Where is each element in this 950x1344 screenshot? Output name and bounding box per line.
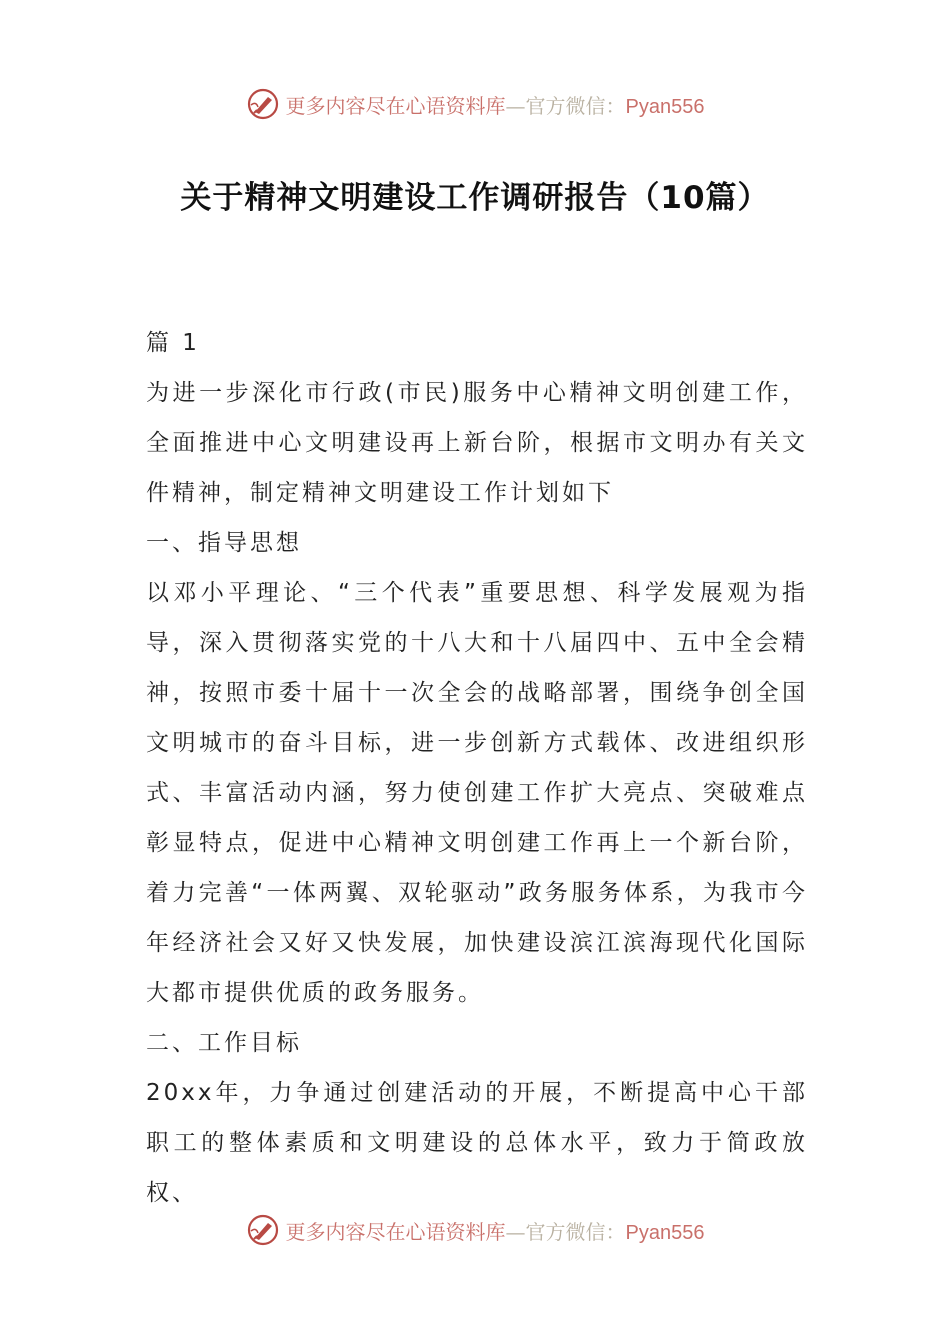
pen-nib-logo-icon (246, 1213, 280, 1247)
banner-prefix: 更多内容尽在心语资料库 (285, 1219, 506, 1244)
banner-dash: — (505, 93, 526, 118)
section-heading: 二、工作目标 (146, 1030, 302, 1056)
paragraph: 为进一步深化市行政(市民)服务中心精神文明创建工作，全面推进中心文明建设再上新台阶，根据市文明办有关文件精神，制定精神文明建设工作计划如下 (146, 380, 808, 506)
document-title: 关于精神文明建设工作调研报告（10篇） (180, 180, 770, 216)
banner-wechat-id: Pyan556 (625, 95, 705, 118)
section-heading: 一、指导思想 (146, 530, 302, 556)
paragraph: 以邓小平理论、“三个代表”重要思想、科学发展观为指导，深入贯彻落实党的十八大和十八届四中、五中全会精神，按照市委十届十一次全会的战略部署，围绕争创全国文明城市的奋斗目标，进一步创新方式载体、改进组织形式、丰富活动内涵，努力使创建工作扩大亮点、突破难点彰显特点，促进中心精神文明创建工作再上一个新台阶，着力完善“一体两翼、双轮驱动”政务服务体系，为我市今年经济社会又好又快发展，加快建设滨江滨海现代化国际大都市提供优质的政务服务。 (146, 580, 808, 1006)
section-heading: 篇 1 (146, 330, 200, 356)
banner-wechat-label: 官方微信： (525, 93, 626, 118)
footer-banner (0, 1210, 950, 1250)
document-body (146, 318, 808, 1218)
pen-nib-logo-icon (246, 87, 280, 121)
header-banner (0, 84, 950, 124)
banner-prefix: 更多内容尽在心语资料库 (285, 93, 506, 118)
banner-wechat-id: Pyan556 (625, 1221, 705, 1244)
banner-wechat-label: 官方微信： (525, 1219, 626, 1244)
banner-dash: — (505, 1219, 526, 1244)
paragraph: 20xx年，力争通过创建活动的开展，不断提高中心干部职工的整体素质和文明建设的总体水平，致力于简政放权、 (146, 1080, 808, 1206)
